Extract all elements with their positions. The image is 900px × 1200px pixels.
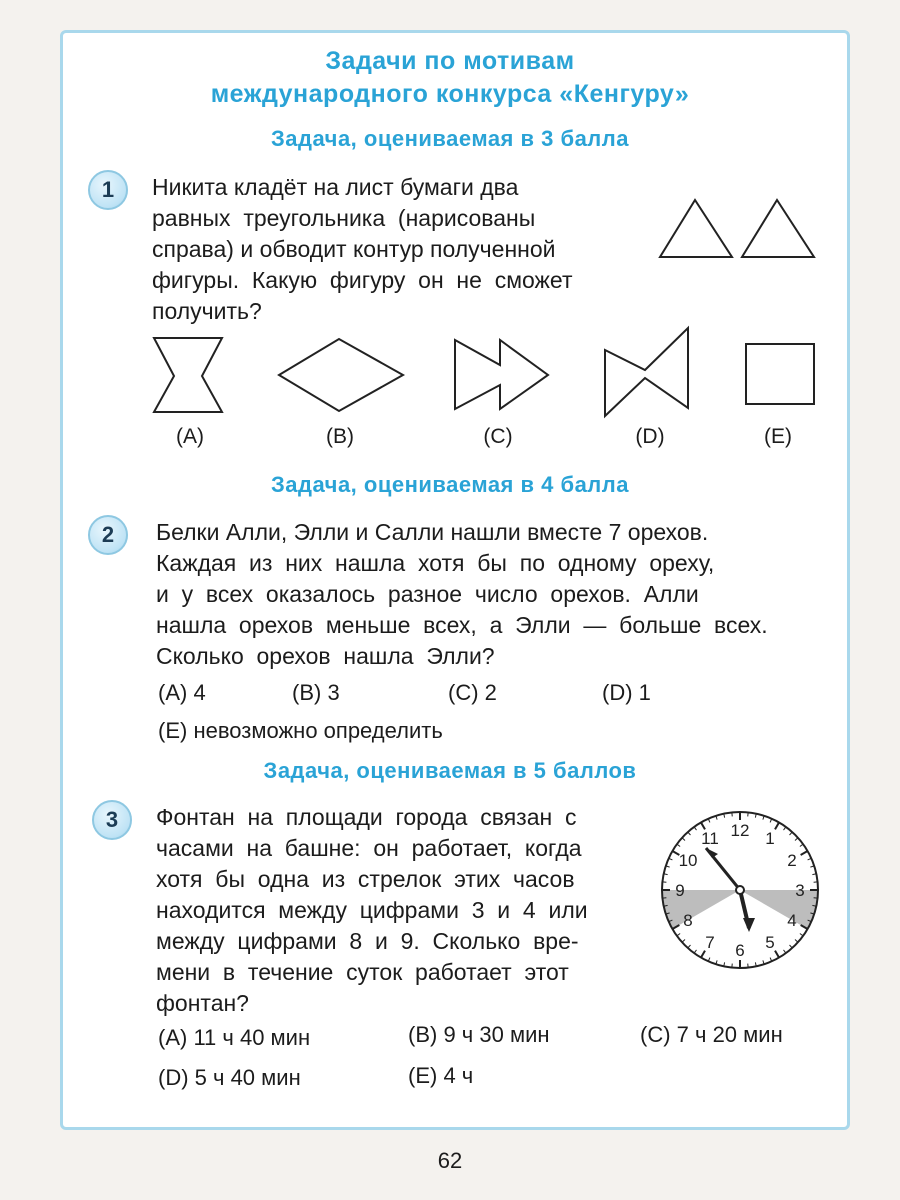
minute-hand-arrow [706, 848, 718, 858]
clock-tick [688, 945, 691, 948]
shape-b-rhombus [275, 335, 415, 415]
two-triangles-figure [650, 195, 830, 265]
clock-tick [795, 838, 798, 841]
clock-number: 5 [765, 932, 775, 952]
clock-number: 8 [683, 911, 693, 930]
clock-number: 1 [765, 829, 775, 849]
clock-tick [801, 851, 808, 855]
shape-c-double-arrow [450, 335, 560, 415]
clock-tick [790, 832, 793, 835]
problem-2-line: и у всех оказалось разное число орехов. Алли [156, 581, 699, 607]
problem-1-line: получить? [152, 298, 262, 324]
clock-tick [783, 827, 785, 830]
problem-1-line: справа) и обводит контур полученной [152, 236, 556, 262]
section-heading-5-points: Задача, оцениваемая в 5 баллов [263, 758, 637, 783]
clock-tick [682, 940, 685, 943]
clock-tick [800, 933, 803, 935]
problem-2-option-c: (C) 2 [448, 680, 497, 705]
clock-number: 10 [678, 851, 698, 870]
title-line-2: международного конкурса «Кенгуру» [210, 80, 690, 108]
clock-tick [775, 822, 779, 829]
section-heading-4-points: Задача, оцениваемая в 4 балла [271, 472, 629, 497]
problem-number-badge-3: 3 [92, 800, 132, 840]
clock-tick [694, 827, 696, 830]
problem-2-option-a: (A) 4 [158, 680, 206, 705]
clock-number: 11 [701, 829, 719, 849]
clock-number: 12 [730, 821, 750, 840]
problem-3-option-e: (E) 4 ч [408, 1063, 474, 1088]
shape-label-e: (E) [764, 425, 792, 448]
clock-tick [800, 844, 803, 846]
problem-2-option-e: (E) невозможно определить [158, 718, 443, 743]
problem-3-option-c: (C) 7 ч 20 мин [640, 1022, 783, 1047]
section-heading-3-points: Задача, оцениваемая в 3 балла [271, 126, 629, 151]
clock-center [736, 886, 744, 894]
clock-number: 2 [787, 851, 797, 870]
problem-3-line: фонтан? [156, 990, 249, 1016]
problem-3-line: между цифрами 8 и 9. Сколько вре- [156, 928, 579, 954]
shape-label-a: (A) [176, 425, 204, 448]
shape-d-bowtie [600, 320, 700, 420]
problem-3-line: Фонтан на площади города связан с [156, 804, 577, 830]
problem-2-line: нашла орехов меньше всех, а Элли — больше всех. [156, 612, 768, 638]
clock-tick [677, 844, 680, 846]
problem-2-line: Белки Алли, Элли и Салли нашли вместе 7 орехов. [156, 519, 709, 545]
problem-2-option-d: (D) 1 [602, 680, 651, 705]
problem-2-option-b: (B) 3 [292, 680, 340, 705]
clock-number: 3 [795, 881, 805, 900]
problem-3-option-a: (A) 11 ч 40 мин [158, 1025, 311, 1050]
shape-label-b: (B) [326, 425, 354, 448]
clock-tick [783, 950, 785, 953]
page-number: 62 [437, 1148, 463, 1173]
clock-tick [688, 832, 691, 835]
shaded-sector-8-9 [662, 890, 740, 929]
clock-number: 7 [705, 932, 715, 952]
clock-tick [790, 945, 793, 948]
problem-2-line: Каждая из них нашла хотя бы по одному ореху, [156, 550, 715, 576]
clock-number: 6 [735, 941, 745, 960]
problem-3-option-d: (D) 5 ч 40 мин [158, 1065, 301, 1090]
shape-label-d: (D) [635, 425, 665, 448]
shape-a-hourglass [150, 330, 230, 420]
clock-tick [775, 951, 779, 958]
clock-figure [658, 808, 822, 972]
problem-3-line: хотя бы одна из стрелок этих часов [156, 866, 575, 892]
problem-1-line: Никита кладёт на лист бумаги два [152, 174, 519, 200]
problem-number-badge-1: 1 [88, 170, 128, 210]
clock-number: 4 [787, 911, 797, 930]
hour-hand-arrow [743, 918, 755, 932]
clock-tick [682, 838, 685, 841]
problem-3-line: находится между цифрами 3 и 4 или [156, 897, 588, 923]
problem-3-option-b: (B) 9 ч 30 мин [408, 1022, 550, 1047]
clock-tick [694, 950, 696, 953]
problem-3-line: мени в течение суток работает этот [156, 959, 569, 985]
clock-tick [795, 940, 798, 943]
title-line-1: Задачи по мотивам [325, 47, 575, 75]
shape-e-square [742, 340, 822, 410]
shape-label-c: (C) [483, 425, 513, 448]
problem-3-line: часами на башне: он работает, когда [156, 835, 582, 861]
problem-number-badge-2: 2 [88, 515, 128, 555]
clock-tick [677, 933, 680, 935]
problem-1-line: равных треугольника (нарисованы [152, 205, 536, 231]
clock-number: 9 [675, 881, 685, 900]
problem-1-line: фигуры. Какую фигуру он не сможет [152, 267, 573, 293]
problem-2-line: Сколько орехов нашла Элли? [156, 643, 495, 669]
